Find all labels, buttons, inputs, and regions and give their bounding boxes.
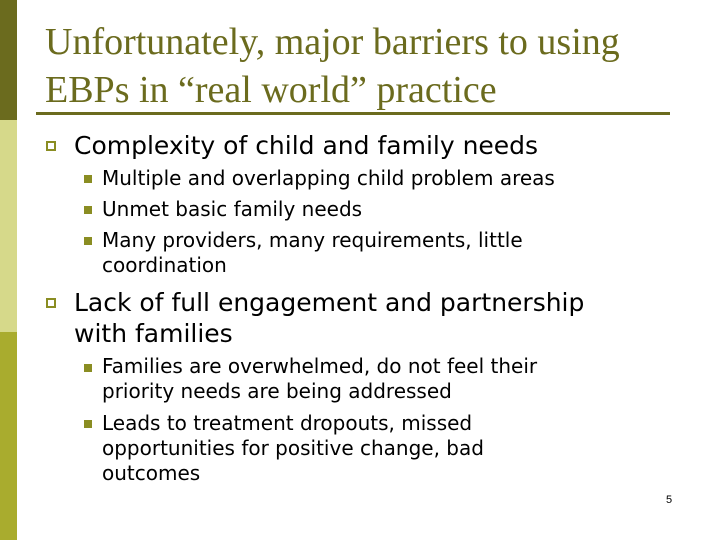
bullet-1-sub-1-line-1: Multiple and overlapping child problem areas: [102, 166, 555, 190]
bullet-1-sub-2-line-1: Unmet basic family needs: [102, 197, 363, 221]
title-underline: [36, 112, 670, 115]
sidebar-band-middle: [0, 120, 17, 332]
bullet-1-text: [74, 130, 538, 161]
bullet-1-sub-2: [102, 197, 362, 222]
bullet-square-icon: [46, 298, 56, 308]
bullet-2-sub-1-line-1: Families are overwhelmed, do not feel their: [102, 354, 538, 378]
bullet-1-sub-3-line-2: coordination: [102, 253, 227, 277]
slide-title-line-1: Unfortunately, major barriers to using: [45, 21, 620, 63]
slide-title-line-2: EBPs in “real world” practice: [45, 69, 497, 111]
bullet-2-sub-2-line-2: opportunities for positive change, bad: [102, 436, 484, 460]
sub-bullet-square-icon: [84, 364, 92, 372]
bullet-2-sub-1-line-2: priority needs are being addressed: [102, 379, 452, 403]
sub-bullet-square-icon: [84, 206, 92, 214]
bullet-2-sub-2-line-1: Leads to treatment dropouts, missed: [102, 411, 473, 435]
sub-bullet-square-icon: [84, 237, 92, 245]
bullet-2-line-2: with families: [74, 319, 233, 348]
bullet-1-sub-3: [102, 228, 523, 278]
sidebar-band-top: [0, 0, 17, 120]
sub-bullet-square-icon: [84, 175, 92, 183]
sidebar-decoration: [0, 0, 17, 540]
bullet-1-line-1: Complexity of child and family needs: [74, 131, 539, 160]
bullet-square-icon: [46, 141, 56, 151]
slide-title: [45, 18, 685, 114]
bullet-2-sub-1: [102, 354, 537, 404]
bullet-1-sub-1: [102, 166, 555, 191]
bullet-2-text: [74, 287, 584, 349]
sub-bullet-square-icon: [84, 420, 92, 428]
bullet-1-sub-3-line-1: Many providers, many requirements, little: [102, 228, 523, 252]
sidebar-band-bottom: [0, 332, 17, 540]
bullet-2-sub-2-line-3: outcomes: [102, 461, 201, 485]
page-number: 5: [666, 494, 673, 506]
bullet-2-sub-2: [102, 411, 484, 486]
bullet-2-line-1: Lack of full engagement and partnership: [74, 288, 585, 317]
